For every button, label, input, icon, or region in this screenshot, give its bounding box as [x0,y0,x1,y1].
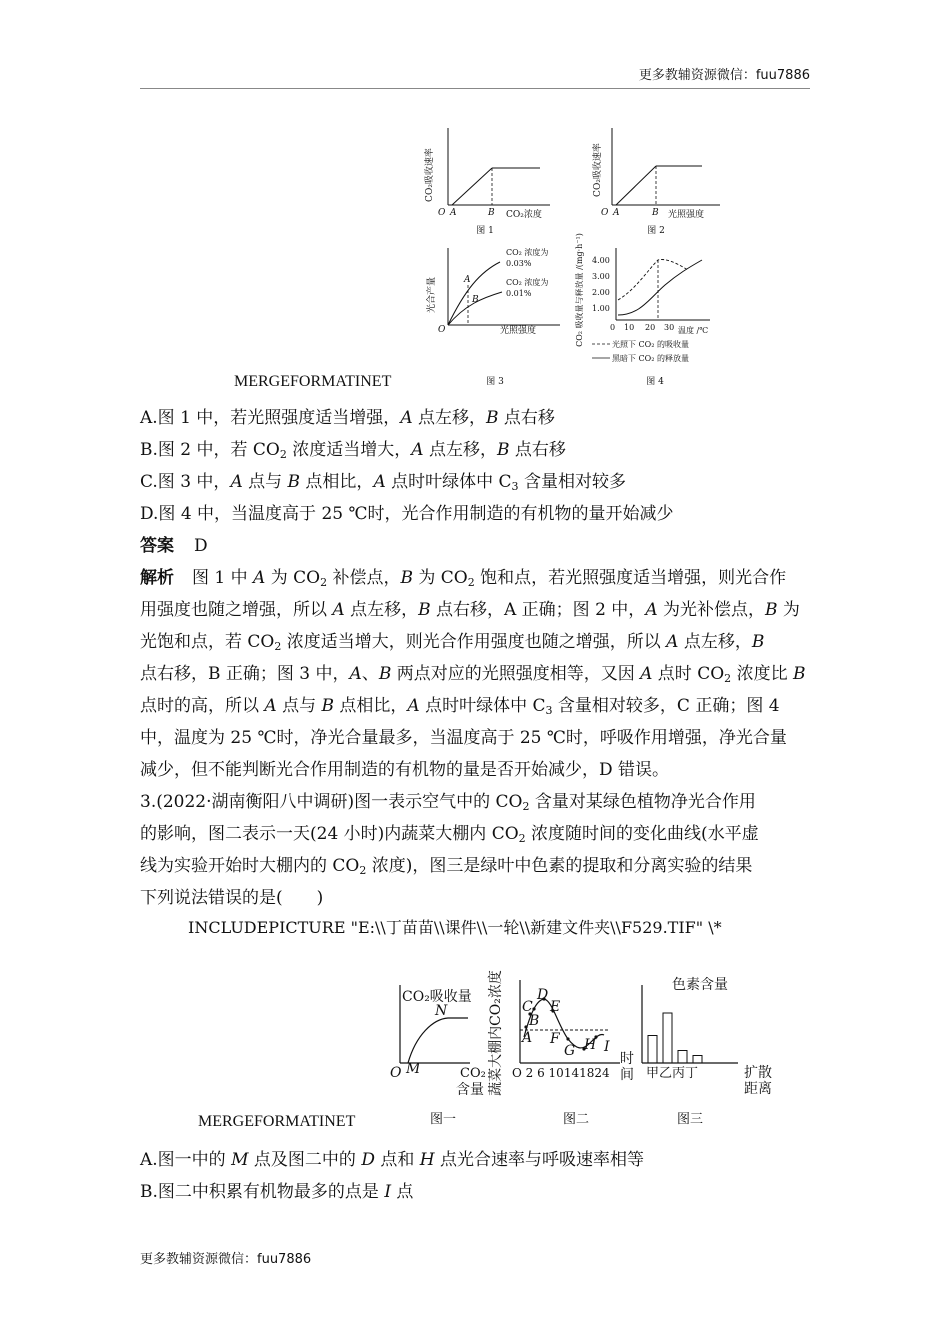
fig-three-caption: 图三 [676,1112,704,1127]
fig3-point-a: A [464,275,471,285]
include-picture-field: INCLUDEPICTURE "E:\\丁苗苗\\课件\\一轮\\新建文件夹\\F529.TIF" \* [188,918,722,937]
page-footer: 更多教辅资源微信：fuu7886 [140,1252,312,1267]
fig2 [591,128,720,236]
q2-option-b: B.图 2 中，若 $CO_2$ 浓度适当增大，A 点左移，B 点右移 [140,440,566,461]
fig1-point-a: A [450,208,457,218]
header-text: 更多教辅资源微信：fuu7886 [638,68,810,83]
analysis-line-5: 点时的高，所以 A 点与 B 点相比，A 点时叶绿体中 $C_3$ 含量相对较多，C 正确；图 4 [140,696,780,717]
fig-two-point-a: A [522,1030,533,1046]
q3-option-b: B.图二中积累有机物最多的点是 I 点 [140,1182,414,1202]
analysis-line-7: 减少，但不能判断光合作用制造的有机物的量是否开始减少，D 错误。 [140,760,670,780]
fig3-caption: 图 3 [486,377,504,387]
fig2-xlabel: 光照强度 [668,210,705,220]
fig4-ytick-3: 2.00 [592,288,610,297]
fig4-caption: 图 4 [646,377,664,387]
fig2-ylabel: CO₂吸收速率 [593,143,603,197]
fig-two-point-b: B [529,1013,540,1029]
fig-two-point-e: E [550,999,561,1015]
analysis-line-2: 用强度也随之增强，所以 A 点左移，B 点右移，A 正确；图 2 中，A 为光补偿点，B 为 [140,600,800,620]
fig4-xtick-2: 10 [624,323,635,332]
fig4-ylabel: CO₂ 吸收量与释放量 /(mg·h⁻¹) [575,233,584,347]
fig-one-xlabel-2: 含量 [456,1082,484,1098]
fig-three-bars [648,1013,702,1063]
fig2-caption: 图 2 [647,226,665,236]
pigment-bar [663,1013,672,1063]
q2-option-a: A.图 1 中，若光照强度适当增强，A 点左移，B 点右移 [140,408,555,428]
fig3-xlabel: 光照强度 [500,326,537,336]
figure-set-1-svg [420,120,750,392]
fig3-curve1-label-1: CO₂ 浓度为 [506,248,549,257]
page-header [140,58,810,89]
answer-label: 答案 [140,536,174,556]
fig2-point-b: B [652,208,659,218]
fig-one-xlabel-1: CO₂ [460,1066,486,1081]
merge-field-1: MERGEFORMATINET [234,373,392,390]
fig-two-point-g: G [564,1043,576,1059]
fig-three-xlabel-2: 距离 [744,1081,772,1097]
fig-one-caption: 图一 [429,1112,457,1127]
pigment-bar [648,1036,657,1064]
fig4-ytick-2: 3.00 [592,272,610,281]
fig-one-ylabel: CO₂吸收量 [402,989,472,1005]
fig1-point-b: B [488,208,495,218]
q3-option-a: A.图一中的 M 点及图二中的 D 点和 H 点光合速率与呼吸速率相等 [140,1150,645,1170]
fig2-point-a: A [613,208,620,218]
fig4-xtick-3: 20 [645,323,656,332]
fig-one-origin: O [390,1065,402,1081]
q3-line-4: 下列说法错误的是( ) [140,888,324,908]
fig-one-point-n: N [435,1003,448,1019]
fig2-origin: O [601,208,609,218]
fig3-ylabel: 光合产量 [427,276,437,314]
fig3 [425,247,560,387]
fig-two-caption: 图二 [562,1112,590,1127]
fig-two-xlabel-2: 间 [620,1067,634,1083]
fig3-curve2-label-1: CO₂ 浓度为 [506,278,549,287]
fig1-caption: 图 1 [476,226,494,236]
fig-three-ylabel: 色素含量 [672,977,728,993]
fig-two-point-c: C [522,999,533,1015]
analysis-line-1: 解析 图 1 中 A 为 $CO_2$ 补偿点，B 为 $CO_2$ 饱和点，若光照强度适当增强，则光合作 [140,568,787,589]
merge-field-2: MERGEFORMATINET [198,1113,356,1130]
q3-line-3: 线为实验开始时大棚内的 $CO_2$ 浓度)，图三是绿叶中色素的提取和分离实验的结果 [140,856,753,877]
fig4-legend-dashed: 光照下 CO₂ 的吸收量 [612,340,689,349]
fig1 [423,128,550,236]
fig4-legend-solid: 黑暗下 CO₂ 的释放量 [612,354,689,363]
figure-set-2 [388,945,788,1130]
fig-two-point-f: F [550,1031,560,1047]
analysis-line-3: 光饱和点，若 $CO_2$ 浓度适当增大，则光合作用强度也随之增强，所以 A 点左移，B [140,632,765,653]
analysis-line-6: 中，温度为 25 ℃时，净光合量最多，当温度高于 25 ℃时，呼吸作用增强，净光合量 [140,728,787,748]
fig4-xtick-4: 30 [664,323,675,332]
q3-line-2: 的影响，图二表示一天(24 小时)内蔬菜大棚内 $CO_2$ 浓度随时间的变化曲线(水平虚 [140,824,759,845]
fig-two-ylabel: 蔬菜大棚内CO₂浓度 [488,970,504,1096]
fig4-xlabel: 温度 /℃ [678,326,709,335]
analysis-line-4: 点右移，B 正确；图 3 中，A、B 两点对应的光照强度相等，又因 A 点时 $CO_2$ 浓度比 B [140,664,806,685]
fig-one [390,985,486,1127]
q3-line-1: 3.(2022·湖南衡阳八中调研)图一表示空气中的 $CO_2$ 含量对某绿色植物净光合作用 [140,792,756,813]
fig-two-point-i: I [604,1039,610,1055]
fig1-origin: O [438,208,446,218]
fig-three [642,977,772,1127]
fig-two-point-h: H [584,1037,597,1053]
fig-three-xticks: 甲乙丙丁 [646,1066,699,1081]
fig4 [574,233,710,387]
fig-two-point-d: D [537,987,549,1003]
pigment-bar [678,1051,687,1064]
fig4-ytick-4: 1.00 [592,304,610,313]
fig-two [487,970,634,1127]
fig4-ytick-1: 4.00 [592,256,610,265]
fig3-origin: O [438,325,446,335]
answer [140,531,208,556]
fig1-xlabel: CO₂浓度 [506,210,542,220]
fig-two-xlabel-1: 时 [620,1051,634,1067]
fig3-curve1-label-2: 0.03% [506,259,532,268]
fig3-curve2-label-2: 0.01% [506,289,532,298]
answer-value: D [194,536,208,556]
fig3-point-b: B [472,295,479,305]
fig-three-xlabel-1: 扩散 [744,1065,772,1081]
pigment-bar [693,1056,702,1064]
q2-option-c: C.图 3 中，A 点与 B 点相比，A 点时叶绿体中 $C_3$ 含量相对较多 [140,472,626,493]
fig-one-point-m: M [406,1061,421,1077]
fig-two-xticks: O 2 6 10141824 [512,1066,610,1080]
fig1-ylabel: CO₂吸收速率 [425,148,435,202]
q2-option-d: D.图 4 中，当温度高于 25 ℃时，光合作用制造的有机物的量开始减少 [140,504,674,524]
figure-set-2-svg [388,945,788,1130]
fig4-xtick-1: 0 [610,323,616,332]
figure-set-1 [420,120,750,392]
